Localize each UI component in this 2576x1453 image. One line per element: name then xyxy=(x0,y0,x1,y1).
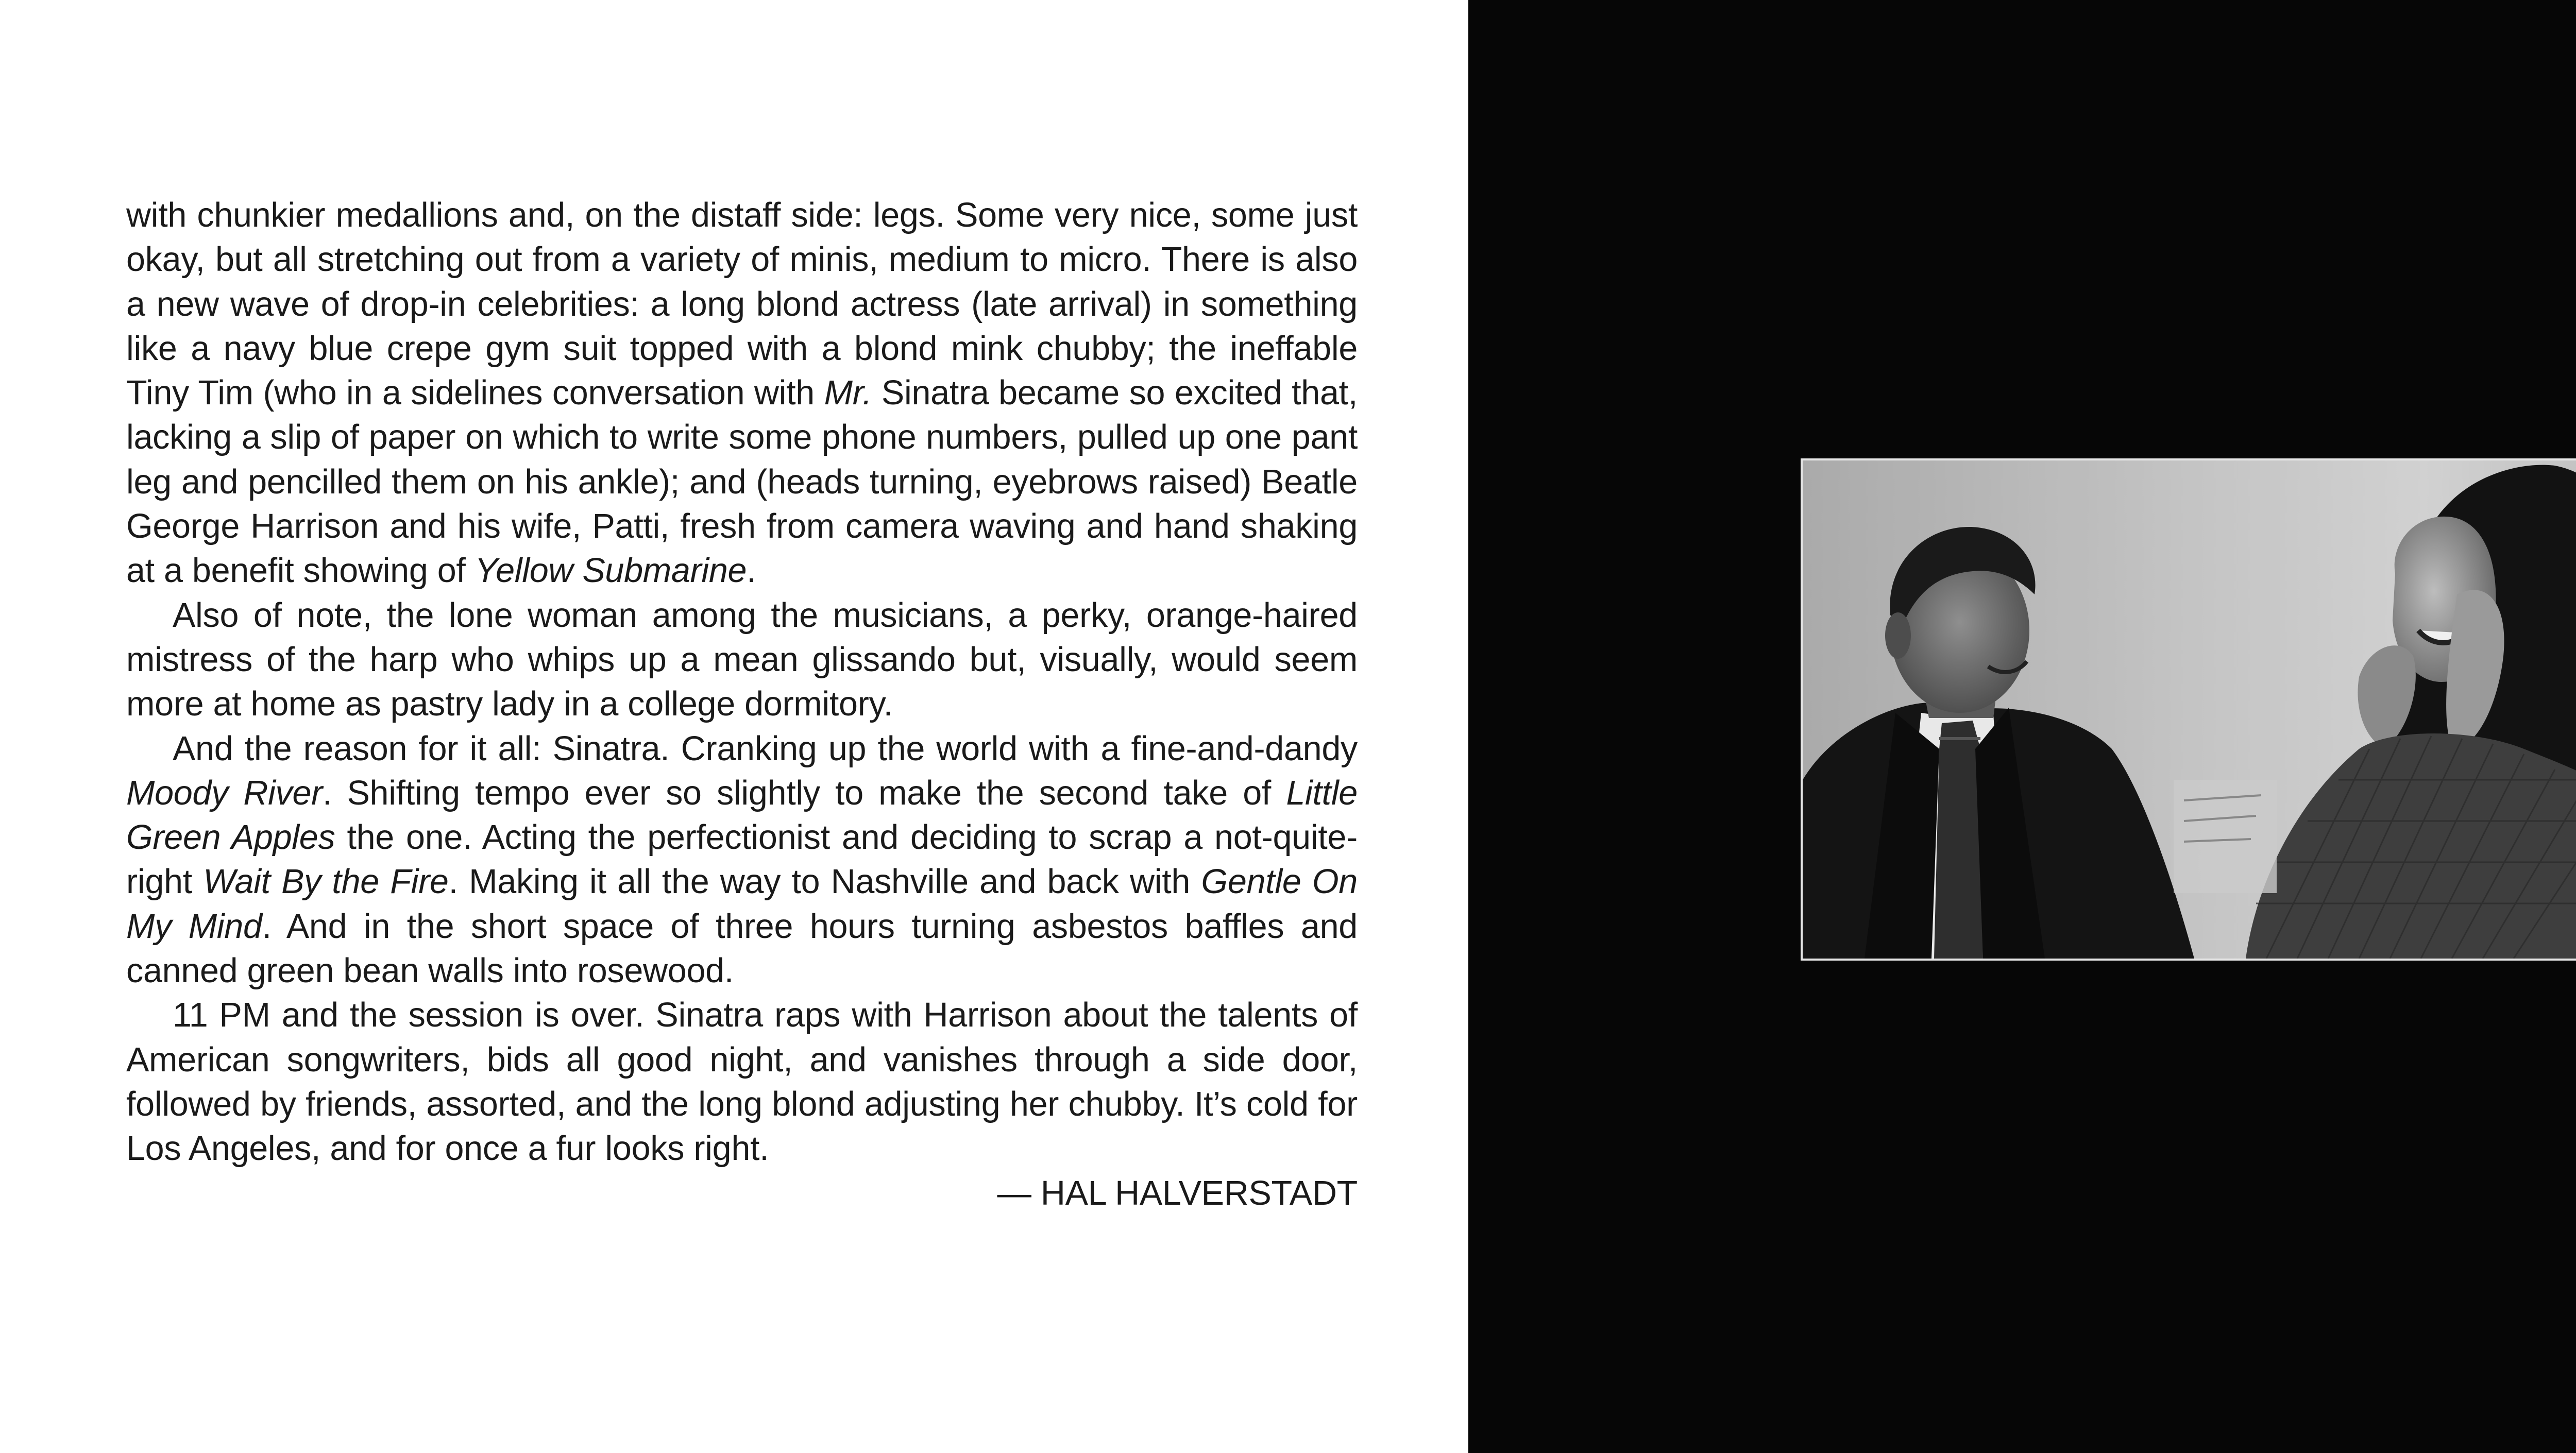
paragraph-3-text-e: . And in the short space of three hours turning asbestos baffles and canned green bean walls into rosewood. xyxy=(126,907,1358,990)
paragraph-3-text-d: . Making it all the way to Nashville and back with xyxy=(448,863,1201,901)
right-page xyxy=(1468,0,2576,1453)
paragraph-1 xyxy=(126,193,1358,593)
song-title-little-green-apples: Little Green Apples xyxy=(126,774,1358,857)
paragraph-1-italic-mr: Mr. xyxy=(824,374,872,413)
paragraph-3 xyxy=(126,727,1358,994)
paragraph-4: 11 PM and the session is over. Sinatra raps with Harrison about the talents of American songwriters, bids all good night, and vanishes through a side door, followed by friends, assorted, and the long blond adjusting her chubby. It’s cold for Los Angeles, and for once a fur looks right. xyxy=(126,996,1358,1168)
song-title-gentle-on-my-mind: Gentle On My Mind xyxy=(126,863,1358,946)
author-signature: — HAL HALVERSTADT xyxy=(997,1174,1358,1212)
paragraph-3-text-b: . Shifting tempo ever so slightly to make the second take of xyxy=(323,774,1286,812)
paragraph-1-italic-title: Yellow Submarine xyxy=(474,552,747,590)
paragraph-1-text-c: . xyxy=(747,552,756,590)
paragraph-3-text-c: the one. Acting the perfectionist and deciding to scrap a not-quite-right xyxy=(126,818,1358,901)
song-title-wait-by-the-fire: Wait By the Fire xyxy=(203,863,449,901)
song-title-moody-river: Moody River xyxy=(126,774,323,812)
paragraph-1-text-a: with chunkier medallions and, on the distaff side: legs. Some very nice, some just okay, but all stretching out from a variety of minis, medium to micro. There is also a new wave of drop-in celebrities: a long blond actress (late arrival) in something like a navy blue crepe gym suit topped with a blond mink chubby; the ineffable Tiny Tim (who in a sidelines conversation with xyxy=(126,196,1358,413)
paragraph-3-text-a: And the reason for it all: Sinatra. Cranking up the world with a fine-and-dandy xyxy=(173,729,1358,768)
photo-frame xyxy=(1801,458,2576,961)
paragraph-1-text-b: Sinatra became so excited that, lacking a slip of paper on which to write some phone numbers, pulled up one pant leg and pencilled them on his ankle); and (heads turning, eyebrows raised) Beatle George Harrison and his wife, Patti, fresh from camera waving and hand shaking at a benefit showing of xyxy=(126,374,1358,590)
bw-photo-two-people xyxy=(1803,460,2576,959)
article-text xyxy=(126,193,1358,1216)
paragraph-2: Also of note, the lone woman among the musicians, a perky, orange-haired mistress of the harp who whips up a mean glissando but, visually, would seem more at home as pastry lady in a college dormitory. xyxy=(126,596,1358,724)
